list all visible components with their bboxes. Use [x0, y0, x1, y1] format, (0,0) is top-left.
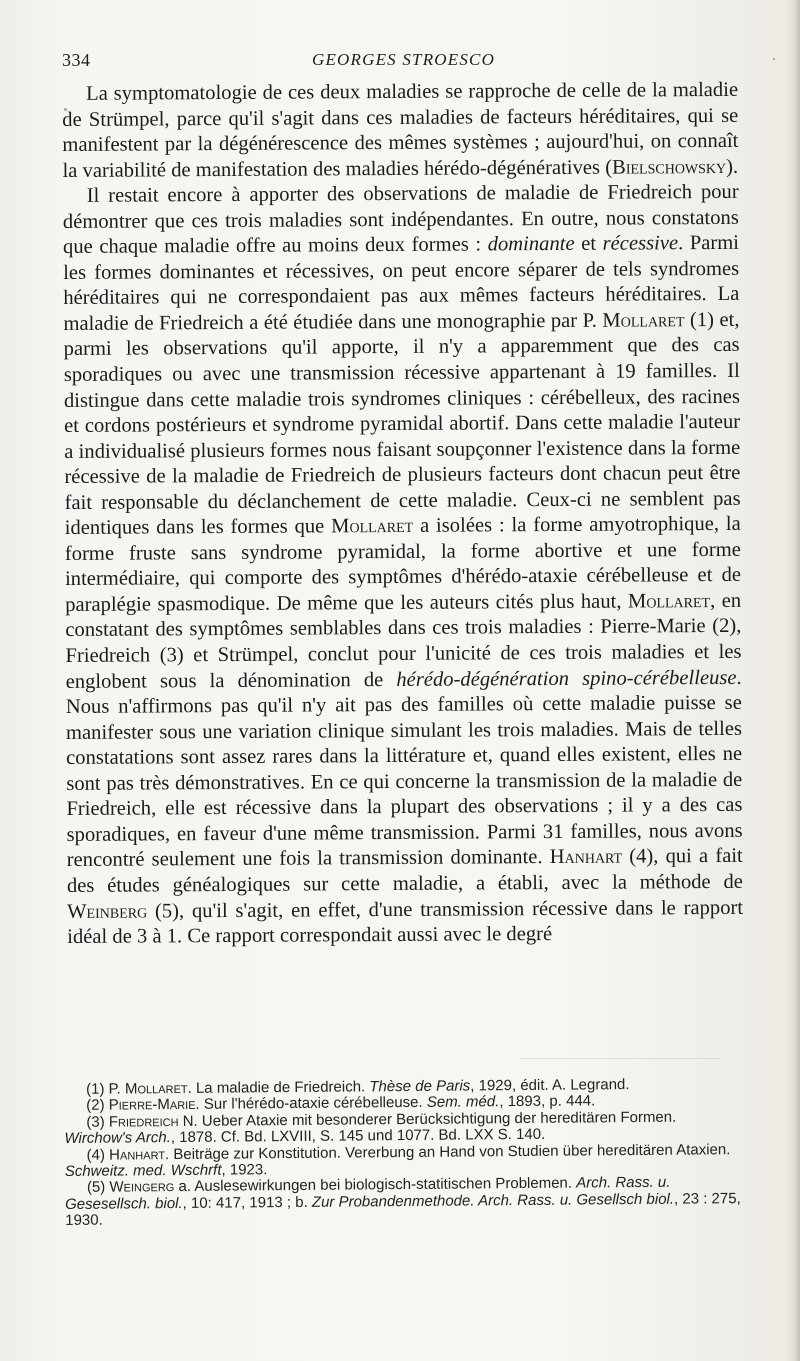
page-gutter-shadow — [786, 0, 800, 1361]
footnote-2-segment: Pierre-Marie — [108, 1096, 196, 1115]
footnote-2-segment: , 1893, p. 444. — [499, 1092, 596, 1111]
footnote-4-segment: Hanhart — [109, 1145, 166, 1164]
body-paragraph-2 — [63, 180, 744, 951]
paragraph-1-segment: La symptomatologie de ces deux maladies se rapproche de celle de la maladie de Strümpel, parce qu'il s'agit dans ces maladies de facteurs héréditaires, qui se manifestent par la dégénérescence des mêmes systèmes ; aujourd'hui, on connaît la variabilité de manifestation des maladies hérédo-dégénératives ( — [62, 78, 739, 182]
paragraph-2-segment: dominante — [487, 233, 575, 256]
footnote-separator — [520, 1058, 720, 1059]
paragraph-2-segment: (5), qu'il s'agit, en effet, d'une transmission récessive dans le rapport idéal de 3 à 1. Ce rapport correspondait aussi avec le degré — [67, 896, 744, 949]
footnote-3-segment: Friedreich — [108, 1112, 179, 1131]
paragraph-2-segment: . Parmi les formes dominantes et récessives, on peut encore séparer de tels syndromes héréditaires qui ne correspondaient pas aux mêmes facteurs héréditaires. La maladie de Friedreich a été étudiée dans une monographie par P. — [63, 232, 740, 335]
body-paragraph-1 — [62, 78, 739, 184]
page-header — [62, 46, 752, 76]
paragraph-2-segment: récessive — [602, 232, 679, 255]
paragraph-2-segment: Mollaret — [627, 589, 711, 613]
footnote-2-segment: . Sur l'hérédo-ataxie cérébelleuse. — [195, 1094, 427, 1114]
paragraph-2-segment: hérédo-dégénération spino-cérébelleuse — [396, 666, 737, 691]
footnote-3-segment: (3) — [86, 1113, 109, 1131]
paragraph-2-segment: a isolées : la forme amyotrophique, la forme fruste sans syndrome pyramidal, la forme abortive et une forme intermédiaire, qui comporte des symptômes d'hérédo-ataxie cérébelleuse et de paraplégie spasmodique. De même que les auteurs cités plus haut, — [64, 513, 742, 616]
footnote-5 — [65, 1174, 745, 1229]
body-text — [62, 78, 743, 951]
footnote-1-segment: Thèse de Paris — [369, 1077, 471, 1096]
footnote-1-segment: (1) P. — [85, 1080, 126, 1098]
footnotes — [64, 1076, 745, 1230]
footnote-5-segment: Weingerg — [109, 1178, 175, 1197]
paragraph-2-segment: . Nous n'affirmons pas qu'il n'y ait pas des familles où cette maladie puisse se manifester sous une variation clinique simulant les trois maladies. Mais de telles constatations sont assez rares dans la littérature et, quand elles existent, elles ne sont pas très démonstratives. En ce qui concerne la transmission de la maladie de Friedreich, elle est récessive dans la plupart des observations ; il y a des cas sporadiques, en faveur d'une même transmission. Parmi 31 familles, nous avons rencontré seulement une fois la transmission dominante. — [65, 666, 743, 872]
footnote-4-segment: , 1923. — [221, 1161, 268, 1179]
footnote-3-segment: , 1878. Cf. Bd. LXVIII, S. 145 und 1077. Bd. LXX S. 140. — [170, 1126, 546, 1147]
footnote-5-segment: Zur Probandenmethode. Arch. Rass. u. Gesellsch biol. — [311, 1190, 675, 1211]
footnote-2-segment: (2) — [86, 1097, 109, 1115]
footnote-5-segment: Arch. Rass. u. Gesesellsch. biol. — [64, 1174, 671, 1213]
paragraph-2-segment: (1) et, parmi les observations qu'il apporte, il n'y a apparemment que des cas sporadiques ou avec une transmission récessive appartenant à 19 familles. Il distingue dans cette maladie trois syndromes cliniques : cérébelleux, des racines et cordons postérieurs et syndrome pyramidal abortif. Dans cette maladie l'auteur a individualisé plusieurs formes nous faisant soupçonner l'existence dans la forme récessive de la maladie de Friedreich de plusieurs facteurs dont chacun peut être fait responsable du déclanchement de cette maladie. Ceux-ci ne semblent pas identiques dans les formes que — [63, 308, 741, 540]
paragraph-2-segment: Hanhart — [549, 845, 623, 869]
paragraph-2-segment: Mollaret — [331, 515, 414, 538]
paragraph-2-segment: , en constatant des symptômes semblables dans ces trois maladies : Pierre-Marie (2), Friedreich (3) et Strümpel, conclut pour l'unicité de ces trois maladies et les englobent sous la dénomination de — [65, 589, 742, 693]
paragraph-2-segment: Il restait encore à apporter des observations de maladie de Friedreich pour démontrer que ces trois maladies sont indépendantes. En outre, nous constatons que chaque maladie offre au moins deux formes : — [62, 181, 739, 259]
paper-speck — [773, 58, 775, 60]
footnote-5-segment: a. Auslesewirkungen bei biologisch-statitischen Problemen. — [174, 1174, 577, 1196]
footnote-3-segment: N. Ueber Ataxie mit besonderer Berücksichtigung der hereditären Formen. — [178, 1108, 677, 1130]
footnote-1-segment: Mollaret — [124, 1079, 188, 1098]
footnote-2-segment: Sem. méd. — [426, 1093, 500, 1112]
paragraph-2-segment: Mollaret — [602, 309, 685, 332]
paragraph-1-segment: ). — [726, 155, 739, 178]
paragraph-2-segment: et — [574, 232, 603, 256]
footnote-4-segment: . Beiträge zur Konstitution. Vererbung an Hand von Studien über hereditären Ataxien. — [164, 1140, 731, 1163]
footnote-1-segment: . La maladie de Friedreich. — [187, 1078, 370, 1097]
footnote-3-segment: Wirchow's Arch. — [64, 1129, 171, 1148]
footnote-1-segment: , 1929, édit. A. Legrand. — [470, 1076, 630, 1095]
footnote-5-segment: , 23 : 275, 1930. — [65, 1189, 741, 1230]
page-number: 334 — [62, 50, 91, 70]
paragraph-2-segment: Weinberg — [66, 899, 148, 923]
running-head: GEORGES STROESCO — [312, 50, 496, 69]
paper-speck — [64, 108, 67, 111]
footnote-5-segment: (5) — [86, 1179, 110, 1197]
footnote-4-segment: (4) — [86, 1146, 110, 1164]
footnote-5-segment: , 10: 417, 1913 ; b. — [182, 1193, 312, 1212]
paragraph-2-segment: (4), qui a fait des études généalogiques sur cette maladie, a établi, avec la méthode de — [66, 845, 743, 897]
paragraph-1-segment: Bielschowsky — [611, 155, 727, 179]
footnote-4-segment: Schweitz. med. Wschrft — [64, 1161, 222, 1181]
